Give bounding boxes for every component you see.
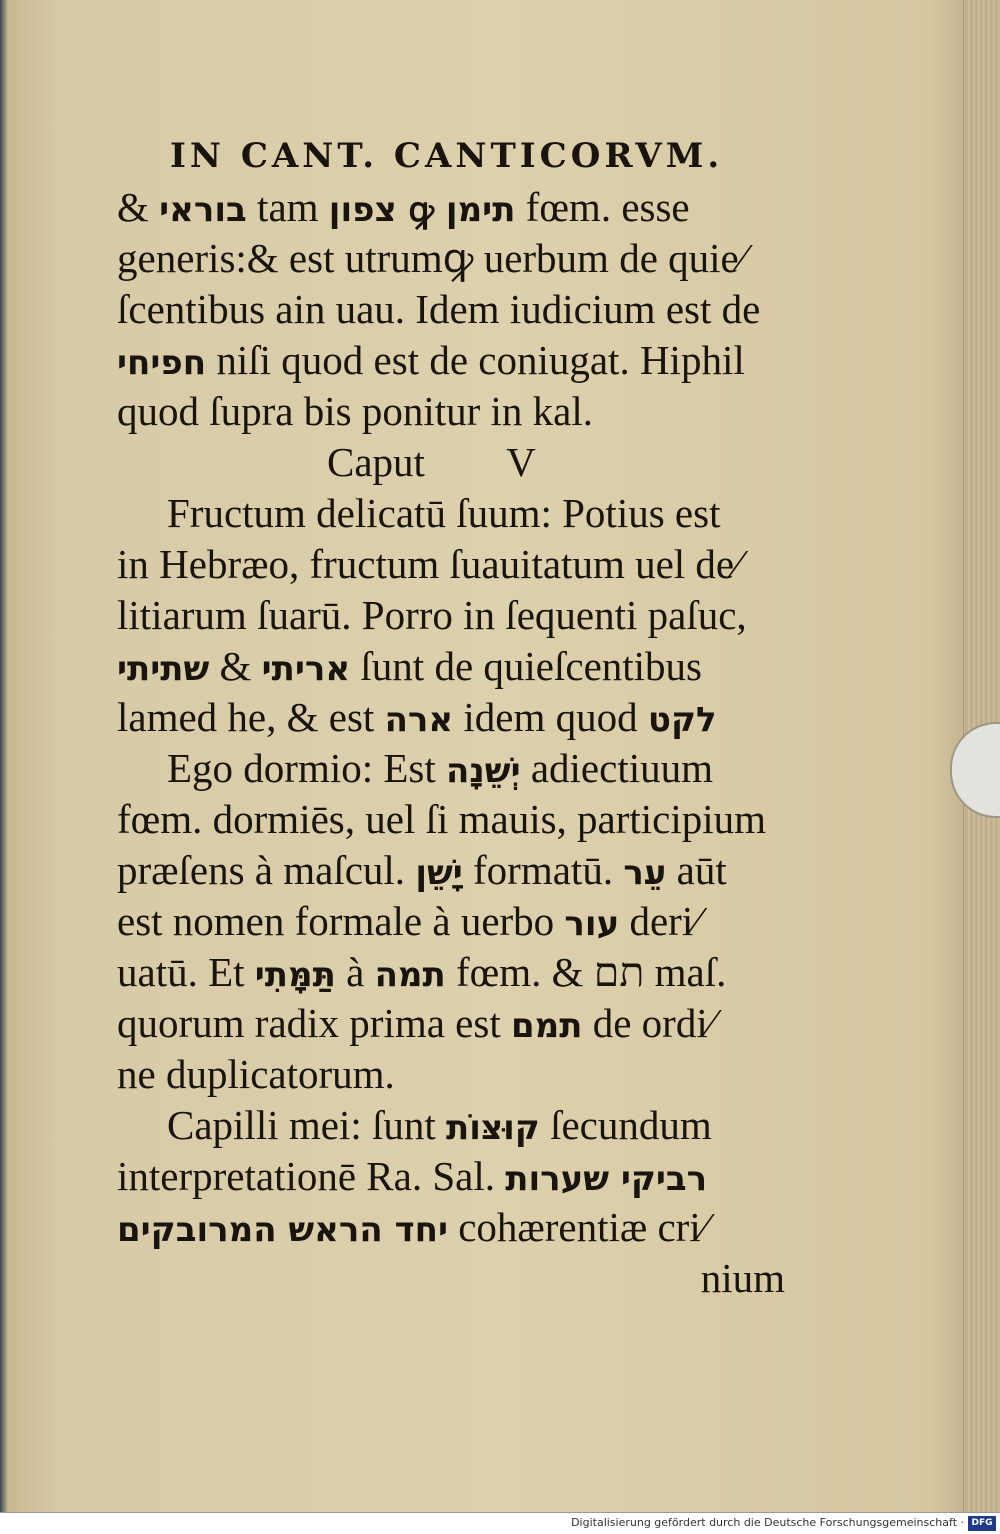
- text-line: & בוראי tam צפון ꝙ תימן fœm. esse: [117, 184, 690, 230]
- text-line: litiarum ſuarū. Porro in ſequenti paſuc,: [117, 592, 747, 638]
- chapter-heading: Caput V: [327, 439, 536, 485]
- text-line: חפיחי niſi quod est de coniugat. Hiphil: [117, 337, 745, 383]
- text-line: Fructum delicatū ſuum: Potius est: [167, 490, 721, 536]
- text-line: ſcentibus ain uau. Idem iudicium est de: [117, 286, 761, 332]
- text-line: uatū. Et תַּמָּתִי à תמה fœm. & תם maſ.: [117, 949, 727, 995]
- text-line: est nomen formale à uerbo עור deri⁄: [117, 898, 701, 944]
- text-line: quorum radix prima est תמם de ordi⁄: [117, 1000, 715, 1046]
- footer-bar: [0, 1512, 1000, 1534]
- text-line: ne duplicatorum.: [117, 1051, 395, 1097]
- book-page: [95, 130, 785, 1304]
- text-line: generis:& est utrumꝙ uerbum de quie⁄: [117, 235, 746, 281]
- dfg-logo: DFG: [968, 1516, 996, 1531]
- catchword: nium: [700, 1255, 785, 1301]
- running-header: IN CANT. CANTICORVM.: [170, 136, 724, 176]
- text-line: Capilli mei: ſunt קוּצּוֹת ſecundum: [167, 1102, 712, 1148]
- footer-credit: Digitalisierung gefördert durch die Deutsche Forschungsgemeinschaft ·: [571, 1516, 964, 1529]
- text-line: Ego dormio: Est יְשֵׁנָה adiectiuum: [167, 745, 713, 791]
- text-line: fœm. dormiēs, uel ſi mauis, participium: [117, 796, 767, 842]
- text-line: interpretationē Ra. Sal. רביקי שערות: [117, 1153, 708, 1199]
- text-line: אריתי & שתיתי ſunt de quieſcentibus: [117, 643, 702, 689]
- text-line: lamed he, & est ארה idem quod לקט: [117, 694, 717, 740]
- text-line: quod ſupra bis ponitur in kal.: [117, 388, 594, 434]
- text-line: יחד הראש המרובקים cohærentiæ cri⁄: [117, 1204, 708, 1250]
- text-line: præſens à maſcul. יָשֵׁן formatū. עֵר aūt: [117, 847, 727, 893]
- text-line: in Hebræo, fructum ſuauitatum uel de⁄: [117, 541, 741, 587]
